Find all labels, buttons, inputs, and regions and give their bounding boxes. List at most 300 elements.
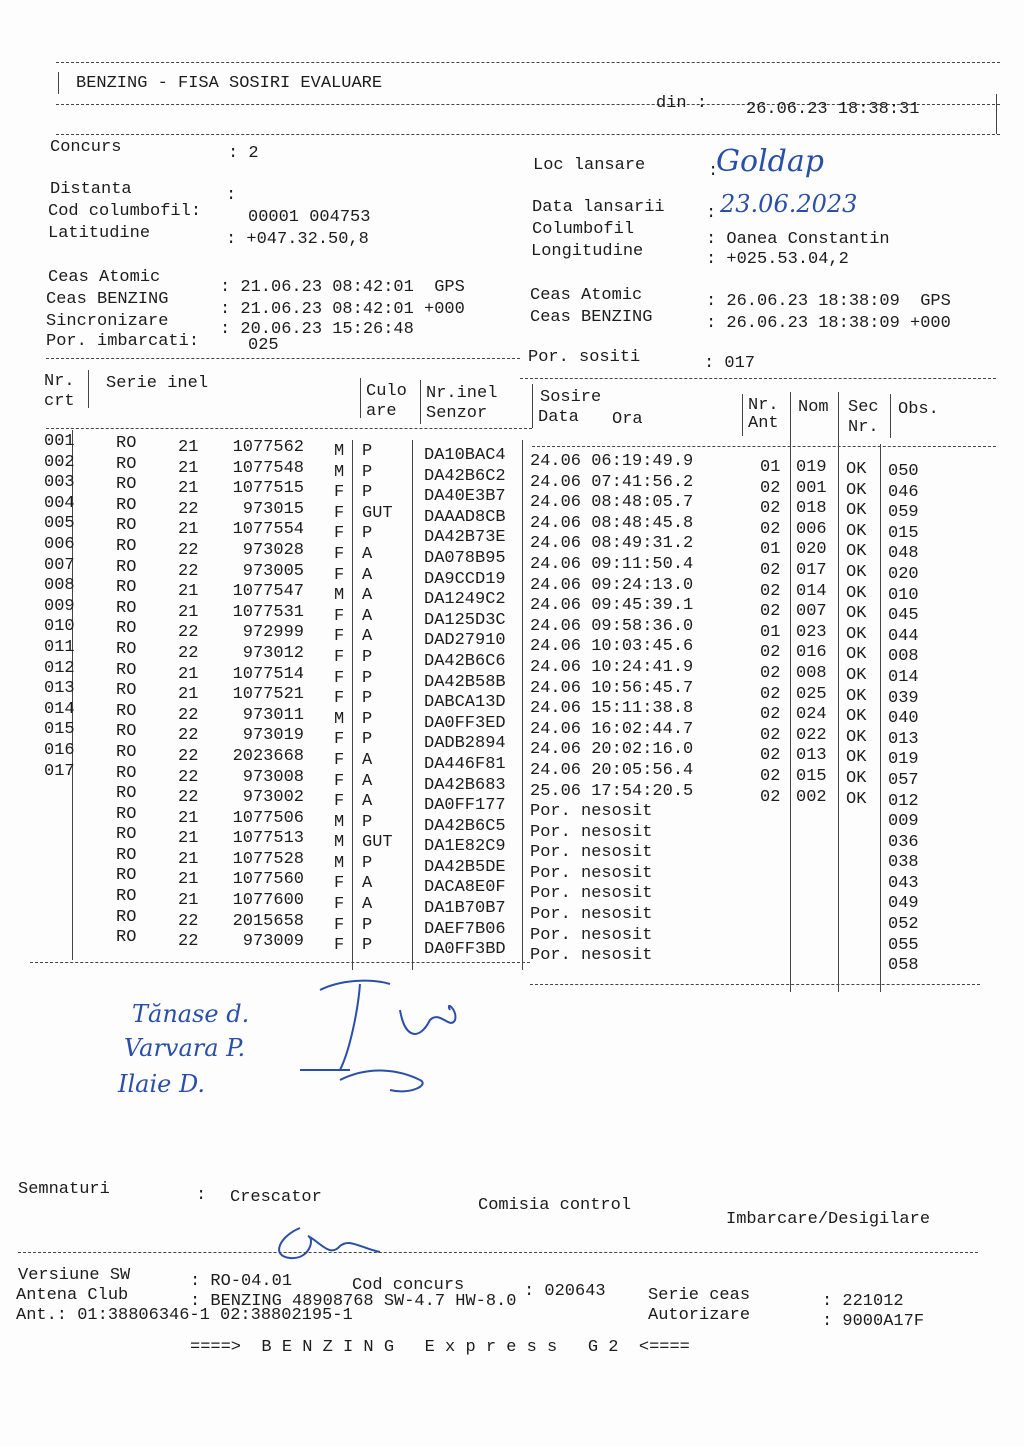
cell-obs: 013 xyxy=(888,729,919,749)
cell-cul: P xyxy=(362,483,373,503)
cell-sex: M xyxy=(334,586,345,606)
column-senzor xyxy=(424,446,506,961)
cell-cul: P xyxy=(362,668,373,688)
th-serie-inel: Serie inel xyxy=(106,374,209,393)
cell-cul: P xyxy=(362,709,373,729)
cell-an: 21 xyxy=(178,479,199,499)
sep-sosire-header xyxy=(532,384,533,428)
cell-cul: GUT xyxy=(362,833,393,853)
cell-sosire: 24.06 08:48:45.8 xyxy=(530,513,694,533)
cell-senzor: DA9CCD19 xyxy=(424,569,506,589)
column-sosire xyxy=(530,452,693,967)
cell-nom: 008 xyxy=(796,663,827,683)
cell-nr: 973011 xyxy=(242,705,304,725)
cell-nr-crt: 008 xyxy=(44,576,75,596)
cell-obs: 048 xyxy=(888,544,919,564)
cell-ant: 02 xyxy=(760,663,781,683)
cell-sec: OK xyxy=(846,727,867,747)
ceas-benzing-start-label: Ceas BENZING xyxy=(46,290,169,309)
cell-ant: 02 xyxy=(760,499,781,519)
header-bottom-border xyxy=(56,134,1000,135)
cell-ant: 02 xyxy=(760,478,781,498)
cell-sex: M xyxy=(334,442,345,461)
cell-tara: RO xyxy=(116,907,137,927)
cell-cul: A xyxy=(362,544,373,564)
cell-sex: F xyxy=(334,565,345,585)
cell-obs: 008 xyxy=(888,647,919,667)
ceas-benzing-start-value: : 21.06.23 08:42:01 +000 xyxy=(220,300,465,319)
cell-cul: A xyxy=(362,895,373,915)
cell-sex: F xyxy=(334,689,345,709)
cell-sec: OK xyxy=(846,480,867,500)
cell-ant xyxy=(760,870,780,891)
cod-concurs-label: Cod concurs xyxy=(352,1276,465,1295)
data-lansarii-handwritten: 23.06.2023 xyxy=(720,190,858,218)
table-bottom-border-left xyxy=(30,962,530,963)
cell-sec: OK xyxy=(846,789,867,809)
table-bottom-border-right xyxy=(530,984,980,985)
cell-sosire: 24.06 10:03:45.6 xyxy=(530,637,694,657)
imbarcati-label: Por. imbarcati: xyxy=(46,332,200,351)
loc-lansare-label: Loc lansare xyxy=(533,156,646,175)
cell-nr-crt: 005 xyxy=(44,514,75,534)
cell-sec: OK xyxy=(846,624,867,644)
cell-an: 21 xyxy=(178,664,199,684)
cell-nr: 2023668 xyxy=(232,746,304,766)
cell-sosire: Por. nesosit xyxy=(530,905,653,925)
th-nr-crt-1: Nr. xyxy=(44,372,75,391)
cell-sex: M xyxy=(334,709,345,729)
cell-sosire: 24.06 20:05:56.4 xyxy=(530,760,694,780)
cell-obs: 057 xyxy=(888,770,919,790)
cell-obs: 044 xyxy=(888,626,919,646)
cell-cul: P xyxy=(362,853,373,873)
cell-cul: A xyxy=(362,627,373,647)
cell-nr: 1077506 xyxy=(232,808,304,828)
cell-obs: 059 xyxy=(888,503,919,523)
cell-nr: 1077600 xyxy=(232,891,304,911)
cell-an: 21 xyxy=(178,438,199,457)
semnaturi-sep: : xyxy=(196,1186,207,1205)
cell-sec: OK xyxy=(846,604,867,624)
cell-tara: RO xyxy=(116,887,137,907)
cell-nr: 973019 xyxy=(242,726,304,746)
th-nr-inel-1: Nr.inel xyxy=(426,384,498,403)
cell-sec: OK xyxy=(846,542,867,562)
cell-tara: RO xyxy=(116,454,137,474)
cell-nr-crt: 010 xyxy=(44,617,75,637)
cell-sosire: 24.06 08:49:31.2 xyxy=(530,534,694,554)
cell-an: 21 xyxy=(178,582,199,602)
cell-nr-crt: 016 xyxy=(44,740,75,760)
cell-tara: RO xyxy=(116,681,137,701)
cell-sec: OK xyxy=(846,501,867,521)
table-header-bottom-left xyxy=(46,428,532,429)
cell-sex: F xyxy=(334,668,345,688)
th-nr-ant-2: Ant xyxy=(748,414,779,433)
cell-sex: F xyxy=(334,483,345,503)
cell-ant: 02 xyxy=(760,746,781,766)
th-data: Data xyxy=(538,408,579,427)
cod-concurs-value: : 020643 xyxy=(524,1282,606,1301)
cell-an: 21 xyxy=(178,870,199,890)
cell-cul: A xyxy=(362,771,373,791)
cell-nom: 017 xyxy=(796,560,827,580)
cell-obs: 058 xyxy=(888,956,919,976)
cell-tara: RO xyxy=(116,866,137,886)
cell-an: 22 xyxy=(178,623,199,643)
cell-sosire: 24.06 09:24:13.0 xyxy=(530,575,694,595)
cell-sosire: Por. nesosit xyxy=(530,884,653,904)
cell-senzor: DA0FF177 xyxy=(424,796,506,816)
cell-an: 21 xyxy=(178,520,199,540)
cell-sosire: 24.06 06:19:49.9 xyxy=(530,452,694,471)
cell-tara: RO xyxy=(116,928,137,948)
cell-an: 21 xyxy=(178,829,199,849)
cell-cul: P xyxy=(362,936,373,956)
ceas-atomic-start-label: Ceas Atomic xyxy=(48,268,161,287)
cell-obs: 045 xyxy=(888,606,919,626)
cell-an: 22 xyxy=(178,788,199,808)
column-tara xyxy=(116,434,136,949)
cell-an: 22 xyxy=(178,767,199,787)
cell-nom: 025 xyxy=(796,684,827,704)
cell-ant: 01 xyxy=(760,540,781,560)
cell-tara: RO xyxy=(116,825,137,845)
cell-nom: 022 xyxy=(796,725,827,745)
th-nom: Nom xyxy=(798,398,829,417)
cell-senzor: DA42B6C6 xyxy=(424,651,506,671)
cell-senzor: DA42B5DE xyxy=(424,857,506,877)
cell-sex: F xyxy=(334,647,345,667)
cell-tara: RO xyxy=(116,598,137,618)
cell-sec: OK xyxy=(846,460,867,479)
semnaturi-label: Semnaturi xyxy=(18,1180,110,1199)
cell-obs: 036 xyxy=(888,832,919,852)
column-nr-crt xyxy=(44,432,75,782)
cell-tara: RO xyxy=(116,434,137,453)
cell-ant xyxy=(760,952,780,973)
cell-ant: 01 xyxy=(760,458,781,477)
sep-culoare-senzor xyxy=(412,440,413,970)
cell-sex: M xyxy=(334,833,345,853)
header-top-border xyxy=(56,62,1000,63)
cell-sosire: 24.06 10:24:41.9 xyxy=(530,657,694,677)
cell-ant: 01 xyxy=(760,622,781,642)
cell-nr-crt: 006 xyxy=(44,534,75,554)
cell-sex: F xyxy=(334,771,345,791)
cell-nom: 001 xyxy=(796,478,827,498)
cell-cul: P xyxy=(362,442,373,461)
cell-obs: 009 xyxy=(888,812,919,832)
cell-nom xyxy=(796,890,827,911)
cell-senzor: DA42B6C2 xyxy=(424,466,506,486)
loc-lansare-handwritten: Goldap xyxy=(716,144,824,179)
cell-an: 22 xyxy=(178,561,199,581)
cell-senzor: DA125D3C xyxy=(424,610,506,630)
cell-sosire: Por. nesosit xyxy=(530,843,653,863)
cell-nr-crt: 017 xyxy=(44,761,75,781)
sincronizare-value: : 20.06.23 15:26:48 xyxy=(220,320,414,339)
cell-an: 21 xyxy=(178,602,199,622)
cell-sex: F xyxy=(334,792,345,812)
cell-ant xyxy=(760,932,780,953)
cell-obs: 019 xyxy=(888,750,919,770)
table-header-bottom-right xyxy=(532,446,996,447)
versiune-sw-label: Versiune SW xyxy=(18,1266,131,1285)
cell-ant xyxy=(760,829,780,850)
cell-ant: 02 xyxy=(760,787,781,807)
th-sec-1: Sec xyxy=(848,398,879,417)
cell-nr-crt: 015 xyxy=(44,720,75,740)
cell-nom xyxy=(796,849,827,870)
cell-sec xyxy=(846,851,866,872)
cell-nr-crt: 012 xyxy=(44,658,75,678)
cell-ant xyxy=(760,808,780,829)
cell-senzor: DAD27910 xyxy=(424,631,506,651)
cell-an: 22 xyxy=(178,540,199,560)
table-top-border-left xyxy=(46,358,520,359)
sincronizare-label: Sincronizare xyxy=(46,312,169,331)
cell-tara: RO xyxy=(116,845,137,865)
cell-nom xyxy=(796,911,827,932)
latitudine-label: Latitudine xyxy=(48,224,151,243)
sep-sec-obs xyxy=(880,444,881,992)
cell-sec: OK xyxy=(846,645,867,665)
brand-line: ====> B E N Z I N G E x p r e s s G 2 <==== xyxy=(190,1338,690,1357)
cell-senzor: DA42B683 xyxy=(424,775,506,795)
cell-nom: 020 xyxy=(796,540,827,560)
cell-senzor: DA10BAC4 xyxy=(424,446,506,465)
cell-obs: 020 xyxy=(888,564,919,584)
concurs-value: : 2 xyxy=(228,144,259,163)
cell-senzor: DA42B6C5 xyxy=(424,816,506,836)
cell-an: 22 xyxy=(178,726,199,746)
cell-an: 21 xyxy=(178,808,199,828)
comisia-control-label: Comisia control xyxy=(478,1196,632,1215)
cell-cul: A xyxy=(362,565,373,585)
cell-tara: RO xyxy=(116,536,137,556)
cell-sec: OK xyxy=(846,768,867,788)
cell-senzor: DA42B73E xyxy=(424,528,506,548)
cell-sec: OK xyxy=(846,583,867,603)
data-lansarii-label: Data lansarii xyxy=(532,198,665,217)
cell-cul: A xyxy=(362,750,373,770)
cell-nom: 018 xyxy=(796,499,827,519)
versiune-sw-value: : RO-04.01 xyxy=(190,1272,293,1291)
cell-nr: 973005 xyxy=(242,561,304,581)
cell-sosire: 24.06 09:58:36.0 xyxy=(530,616,694,636)
cell-ant xyxy=(760,890,780,911)
sep-sex-culoare xyxy=(352,440,353,970)
cell-cul: P xyxy=(362,812,373,832)
column-nr-ant xyxy=(760,458,780,973)
cell-ant: 02 xyxy=(760,684,781,704)
cell-tara: RO xyxy=(116,784,137,804)
footer-top-border xyxy=(18,1252,978,1253)
cell-senzor: DA078B95 xyxy=(424,548,506,568)
cod-columbofil-value: 00001 004753 xyxy=(248,208,371,227)
cell-nom xyxy=(796,870,827,891)
cell-nr: 972999 xyxy=(242,623,304,643)
cell-nom xyxy=(796,808,827,829)
cell-tara: RO xyxy=(116,639,137,659)
cell-nom: 007 xyxy=(796,602,827,622)
cell-sec: OK xyxy=(846,748,867,768)
ceas-benzing-end-value: : 26.06.23 18:38:09 +000 xyxy=(706,314,951,333)
cell-sec xyxy=(846,954,866,975)
cell-senzor: DA446F81 xyxy=(424,754,506,774)
cell-senzor: DA42B58B xyxy=(424,672,506,692)
cell-tara: RO xyxy=(116,475,137,495)
imbarcare-desigilare-label: Imbarcare/Desigilare xyxy=(726,1210,931,1229)
cell-an: 22 xyxy=(178,643,199,663)
column-nom xyxy=(796,458,827,973)
cell-sosire: 24.06 09:11:50.4 xyxy=(530,554,694,574)
cell-senzor: DAEF7B06 xyxy=(424,919,506,939)
data-lansarii-sep: : xyxy=(706,204,717,223)
cell-cul: A xyxy=(362,874,373,894)
sositi-value: : 017 xyxy=(704,354,756,373)
ceas-atomic-end-value: : 26.06.23 18:38:09 GPS xyxy=(706,292,951,311)
cell-sosire: 24.06 16:02:44.7 xyxy=(530,719,694,739)
th-nr-inel-2: Senzor xyxy=(426,404,488,423)
th-nr-crt-2: crt xyxy=(44,392,75,411)
handwritten-name-2: Varvara P. xyxy=(124,1034,246,1062)
cell-ant: 02 xyxy=(760,560,781,580)
cell-sec: OK xyxy=(846,686,867,706)
column-sex xyxy=(334,442,344,957)
cell-sec xyxy=(846,934,866,955)
cell-obs: 040 xyxy=(888,709,919,729)
cell-sex: F xyxy=(334,730,345,750)
cell-nr-crt: 007 xyxy=(44,555,75,575)
cell-an: 22 xyxy=(178,911,199,931)
cell-tara: RO xyxy=(116,495,137,515)
cell-nr: 973028 xyxy=(242,540,304,560)
columbofil-value: : Oanea Constantin xyxy=(706,230,890,249)
cell-ant xyxy=(760,911,780,932)
th-culoare-2: are xyxy=(366,402,397,421)
columbofil-label: Columbofil xyxy=(532,220,635,239)
cell-sec xyxy=(846,831,866,852)
handwritten-name-3: Ilaie D. xyxy=(118,1070,205,1098)
cell-nr: 1077562 xyxy=(232,438,304,457)
cell-sosire: Por. nesosit xyxy=(530,946,653,966)
cell-sosire: 24.06 07:41:56.2 xyxy=(530,472,694,492)
cell-nom xyxy=(796,952,827,973)
cell-cul: A xyxy=(362,586,373,606)
cell-an: 22 xyxy=(178,499,199,519)
cell-senzor: DADB2894 xyxy=(424,734,506,754)
sep-ant-nom xyxy=(790,392,791,992)
distanta-value: : xyxy=(226,186,237,205)
cell-sex: M xyxy=(334,812,345,832)
cell-ant: 02 xyxy=(760,725,781,745)
cell-nr: 1077514 xyxy=(232,664,304,684)
concurs-label: Concurs xyxy=(50,138,122,157)
crescator-signature xyxy=(260,1218,390,1268)
column-an xyxy=(178,438,198,953)
cell-sex: F xyxy=(334,627,345,647)
cell-cul: P xyxy=(362,462,373,482)
cell-ant: 02 xyxy=(760,519,781,539)
cell-sec xyxy=(846,913,866,934)
cell-ant: 02 xyxy=(760,766,781,786)
cell-tara: RO xyxy=(116,701,137,721)
antene-line: Ant.: 01:38806346-1 02:38802195-1 xyxy=(16,1306,353,1325)
cell-obs: 043 xyxy=(888,873,919,893)
handwritten-name-1: Tănase d. xyxy=(132,1000,250,1028)
cell-senzor: DA0FF3BD xyxy=(424,940,506,960)
cell-nom: 024 xyxy=(796,705,827,725)
cell-obs: 052 xyxy=(888,915,919,935)
antena-club-label: Antena Club xyxy=(16,1286,129,1305)
cell-senzor: DA40E3B7 xyxy=(424,487,506,507)
column-culoare xyxy=(362,442,393,957)
autorizare-label: Autorizare xyxy=(648,1306,751,1325)
cell-sex: M xyxy=(334,462,345,482)
distanta-label: Distanta xyxy=(50,180,132,199)
cell-sex: F xyxy=(334,895,345,915)
serie-ceas-label: Serie ceas xyxy=(648,1286,751,1305)
cell-sosire: 24.06 15:11:38.8 xyxy=(530,699,694,719)
cell-sosire: Por. nesosit xyxy=(530,802,653,822)
cell-sosire: Por. nesosit xyxy=(530,863,653,883)
cell-sosire: 24.06 20:02:16.0 xyxy=(530,740,694,760)
ceas-atomic-start-value: : 21.06.23 08:42:01 GPS xyxy=(220,278,465,297)
cell-obs: 038 xyxy=(888,853,919,873)
cell-cul: P xyxy=(362,689,373,709)
cell-ant: 02 xyxy=(760,643,781,663)
cell-nom: 014 xyxy=(796,581,827,601)
serie-ceas-value: : 221012 xyxy=(822,1292,904,1311)
cell-obs: 039 xyxy=(888,688,919,708)
cell-nr-crt: 011 xyxy=(44,637,75,657)
cell-obs: 050 xyxy=(888,462,919,481)
cell-tara: RO xyxy=(116,578,137,598)
cell-ant: 02 xyxy=(760,581,781,601)
cell-obs: 010 xyxy=(888,585,919,605)
cell-nr-crt: 014 xyxy=(44,699,75,719)
cell-nom: 002 xyxy=(796,787,827,807)
column-obs xyxy=(888,462,919,977)
cell-tara: RO xyxy=(116,763,137,783)
report-datetime: 26.06.23 18:38:31 xyxy=(746,100,920,119)
cell-sex: F xyxy=(334,936,345,956)
cell-senzor: DA1B70B7 xyxy=(424,899,506,919)
cell-an: 22 xyxy=(178,746,199,766)
cell-an: 22 xyxy=(178,705,199,725)
cell-nr: 1077515 xyxy=(232,479,304,499)
sep-senzor-sosire xyxy=(522,440,523,970)
cell-nr: 1077521 xyxy=(232,685,304,705)
cell-nom xyxy=(796,829,827,850)
autorizare-value: : 9000A17F xyxy=(822,1312,925,1331)
cell-nr: 973012 xyxy=(242,643,304,663)
th-sec-2: Nr. xyxy=(848,418,879,437)
ceas-benzing-end-label: Ceas BENZING xyxy=(530,308,653,327)
cod-columbofil-label: Cod columbofil: xyxy=(48,202,202,221)
cell-sosire: 24.06 10:56:45.7 xyxy=(530,678,694,698)
cell-sec: OK xyxy=(846,707,867,727)
cell-nr: 1077560 xyxy=(232,870,304,890)
cell-nr: 1077554 xyxy=(232,520,304,540)
cell-nr: 2015658 xyxy=(232,911,304,931)
cell-obs: 014 xyxy=(888,667,919,687)
cell-senzor: DA0FF3ED xyxy=(424,713,506,733)
cell-nom: 006 xyxy=(796,519,827,539)
